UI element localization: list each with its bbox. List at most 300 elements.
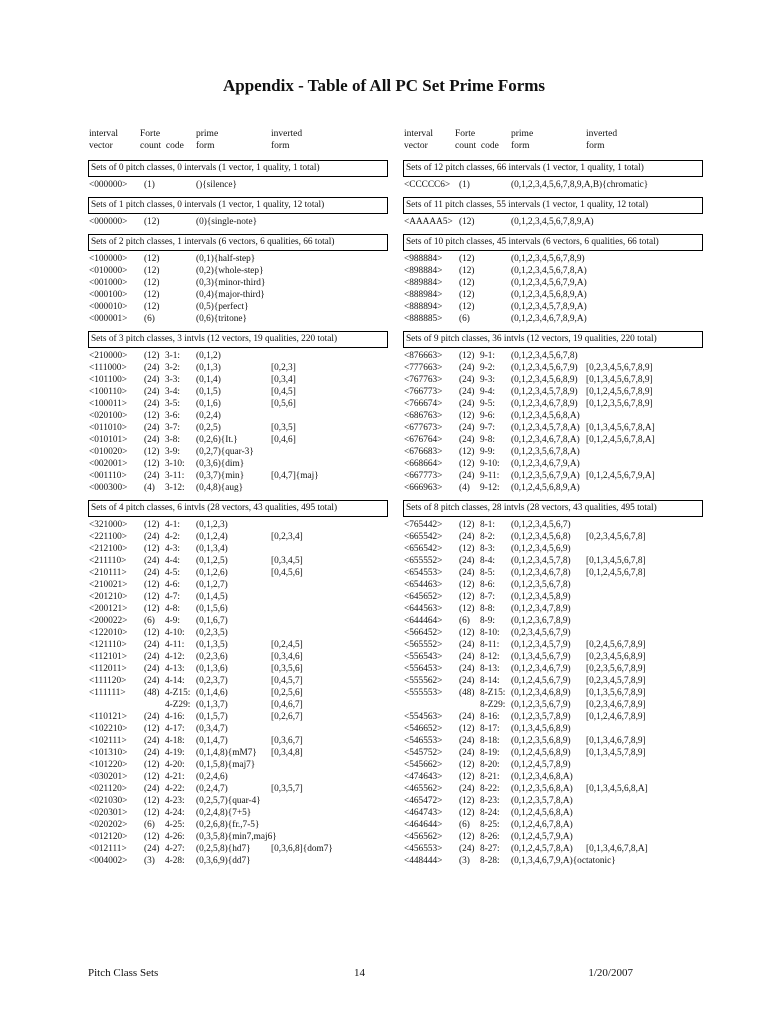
inverted-form: [0,3,5] [271, 423, 296, 433]
prime-form-heading: prime form [196, 129, 219, 151]
forte-code: 8-1: [480, 520, 495, 530]
count: (24) [459, 676, 475, 686]
count: (12) [144, 724, 160, 734]
prime-form: (0,5){perfect} [196, 302, 249, 312]
forte-code: 8-7: [480, 592, 495, 602]
prime-form: (0,1,4,6) [196, 688, 228, 698]
interval-vector: <474643> [404, 772, 443, 782]
table-row [403, 603, 703, 615]
count: (12) [459, 266, 475, 276]
interval-vector: <545662> [404, 760, 443, 770]
interval-vector: <212100> [89, 544, 128, 554]
forte-code: 4-19: [165, 748, 185, 758]
count: (12) [144, 580, 160, 590]
count: (12) [144, 796, 160, 806]
prime-form: (0,1,2,3,5,6,7,8,A) [511, 447, 580, 457]
count: (24) [144, 640, 160, 650]
set-section [403, 160, 703, 191]
section-header: Sets of 8 pitch classes, 28 intvls (28 vectors, 43 qualities, 495 total) [403, 500, 703, 517]
inverted-form: [0,2,3,4,6,7,8,9] [586, 700, 646, 710]
table-row [88, 265, 388, 277]
count: (12) [459, 447, 475, 457]
interval-vector: <012111> [89, 844, 127, 854]
set-section [403, 331, 703, 494]
forte-code: 8-20: [480, 760, 500, 770]
table-row [88, 735, 388, 747]
table-row [403, 639, 703, 651]
prime-form: (0,1,2) [196, 351, 221, 361]
prime-form: (0,4,8){aug} [196, 483, 244, 493]
prime-form: (0,1,3,7) [196, 700, 228, 710]
count: (12) [459, 808, 475, 818]
forte-code: 3-1: [165, 351, 180, 361]
count: (12) [144, 760, 160, 770]
table-row [88, 446, 388, 458]
forte-code: 3-6: [165, 411, 180, 421]
count: (24) [459, 712, 475, 722]
count: (4) [459, 483, 470, 493]
forte-code: 8-18: [480, 736, 500, 746]
section-header: Sets of 0 pitch classes, 0 intervals (1 vector, 1 quality, 1 total) [88, 160, 388, 177]
prime-form: (0,1,2,3,4,5,7,8) [511, 556, 571, 566]
forte-code: 4-5: [165, 568, 180, 578]
prime-form: (0,1,2,3,4,6,7,8) [511, 568, 571, 578]
prime-form: (0,1,3) [196, 363, 221, 373]
inverted-form: [0,4,7]{maj} [271, 471, 319, 481]
inverted-form: [0,2,3] [271, 363, 296, 373]
count: (24) [144, 532, 160, 542]
count: (24) [144, 387, 160, 397]
interval-vector: <456562> [404, 832, 443, 842]
forte-code: 4-22: [165, 784, 185, 794]
prime-form: (0,1,2,4,6,7,8,A) [511, 820, 573, 830]
count: (12) [459, 459, 475, 469]
prime-form: (0,1,2,3,4,5,7,8,A) [511, 423, 580, 433]
interval-vector: <020202> [89, 820, 128, 830]
table-row [88, 699, 388, 711]
table-row [88, 675, 388, 687]
inverted-form: [0,1,2,4,5,6,7,8,9] [586, 387, 653, 397]
prime-form: (0,2,4,8){7+5} [196, 808, 252, 818]
interval-vector: <AAAAA5> [404, 217, 453, 227]
table-row [403, 253, 703, 265]
interval-vector: <020100> [89, 411, 128, 421]
interval-vector: <656542> [404, 544, 443, 554]
table-row [403, 458, 703, 470]
inverted-form: [0,1,3,4,5,6,8,A] [586, 784, 648, 794]
count: (12) [144, 544, 160, 554]
forte-code: 4-6: [165, 580, 180, 590]
table-row [403, 735, 703, 747]
inverted-form: [0,1,2,3,5,6,7,8,9] [586, 399, 653, 409]
forte-code: 4-28: [165, 856, 185, 866]
interval-vector: <000300> [89, 483, 128, 493]
forte-code: 3-4: [165, 387, 180, 397]
interval-vector: <676683> [404, 447, 443, 457]
interval-vector-heading: interval vector [89, 129, 119, 151]
count: (12) [144, 459, 160, 469]
interval-vector: <777663> [404, 363, 443, 373]
prime-form: (0,1,2,3,5,6,8,9) [511, 736, 571, 746]
interval-vector: <766773> [404, 387, 443, 397]
forte-code: 8-12: [480, 652, 500, 662]
prime-form: (0,3,7){min} [196, 471, 245, 481]
interval-vector: <111000> [89, 363, 127, 373]
interval-vector: <464644> [404, 820, 443, 830]
forte-code: 4-9: [165, 616, 180, 626]
count: (6) [459, 616, 470, 626]
table-row [403, 627, 703, 639]
interval-vector: <655552> [404, 556, 443, 566]
table-row [88, 723, 388, 735]
forte-code: 4-23: [165, 796, 185, 806]
count: (24) [144, 844, 160, 854]
count: (12) [459, 724, 475, 734]
interval-vector: <888984> [404, 290, 443, 300]
forte-code: 4-7: [165, 592, 180, 602]
prime-form: (0,1,2,4,5,7,8,A) [511, 844, 573, 854]
count: (12) [144, 351, 160, 361]
count: (12) [144, 302, 160, 312]
table-row [88, 747, 388, 759]
forte-code: 3-3: [165, 375, 180, 385]
inverted-form: [0,4,5,7] [271, 676, 303, 686]
inverted-form-heading: inverted form [586, 129, 618, 151]
forte-code: 4-3: [165, 544, 180, 554]
inverted-form: [0,5,6] [271, 399, 296, 409]
inverted-form: [0,1,3,5,6,7,8,9] [586, 688, 646, 698]
inverted-form: [0,2,3,4,5,7,8,9] [586, 676, 646, 686]
footer-document-title: Pitch Class Sets [88, 967, 159, 979]
table-row [403, 482, 703, 494]
count: (12) [459, 772, 475, 782]
inverted-form: [0,2,5,6] [271, 688, 303, 698]
set-section [88, 160, 388, 191]
forte-code: 3-2: [165, 363, 180, 373]
inverted-form: [0,1,3,4,5,6,7,8,9] [586, 375, 653, 385]
table-row [403, 771, 703, 783]
prime-form: (0,2,3,5) [196, 628, 228, 638]
table-row [88, 543, 388, 555]
interval-vector: <565552> [404, 640, 443, 650]
forte-code: 8-11: [480, 640, 500, 650]
inverted-form: [0,4,5,6] [271, 568, 303, 578]
table-row [403, 374, 703, 386]
inverted-form: [0,3,4,6] [271, 652, 303, 662]
prime-form: (0,1,4) [196, 375, 221, 385]
table-row [403, 651, 703, 663]
inverted-form: [0,1,3,4,6,7,8,A] [586, 844, 648, 854]
count: (12) [459, 832, 475, 842]
table-row [88, 567, 388, 579]
prime-form: (0,3,4,7) [196, 724, 228, 734]
forte-code: 4-11: [165, 640, 185, 650]
table-row [403, 289, 703, 301]
count: (24) [459, 736, 475, 746]
prime-form: (0,1,4,8){mM7} [196, 748, 257, 758]
inverted-form: [0,2,4,5] [271, 640, 303, 650]
prime-form: (0,1,2,3,4,5,7,9) [511, 640, 571, 650]
prime-form: (0,1,2,3,4,5,8,9) [511, 592, 571, 602]
forte-code: 9-11: [480, 471, 500, 481]
interval-vector: <465562> [404, 784, 443, 794]
count: (24) [144, 736, 160, 746]
table-row [88, 301, 388, 313]
forte-code: 4-26: [165, 832, 185, 842]
prime-form: (0,1,2,7) [196, 580, 228, 590]
prime-form: (0,1,2,3,5,7,8,A) [511, 796, 573, 806]
prime-form: (0,2,6,8){fr.,7-5} [196, 820, 260, 830]
count: (12) [144, 628, 160, 638]
count: (24) [144, 375, 160, 385]
prime-form: (0,1,5,6) [196, 604, 228, 614]
table-row [403, 216, 703, 228]
count: (3) [144, 856, 155, 866]
set-section [88, 500, 388, 867]
count: (24) [459, 471, 475, 481]
interval-vector: <686763> [404, 411, 443, 421]
count: (12) [144, 217, 160, 227]
interval-vector: <121110> [89, 640, 127, 650]
prime-form: (0,1,2,3,4,5,7,8,9,A) [511, 302, 587, 312]
inverted-form: [0,1,3,4,5,6,7,8,A] [586, 423, 655, 433]
count: (24) [144, 556, 160, 566]
count: (24) [459, 435, 475, 445]
table-row [403, 663, 703, 675]
forte-code: 9-9: [480, 447, 495, 457]
interval-vector: <654553> [404, 568, 443, 578]
count: (12) [459, 278, 475, 288]
table-row [403, 301, 703, 313]
count: (12) [144, 520, 160, 530]
table-row [88, 350, 388, 362]
interval-vector: <888894> [404, 302, 443, 312]
inverted-form: [0,1,3,4,5,6,7,8] [586, 556, 646, 566]
prime-form: (0,1,5) [196, 387, 221, 397]
inverted-form: [0,4,5] [271, 387, 296, 397]
interval-vector: <321000> [89, 520, 128, 530]
set-section [88, 234, 388, 325]
count: (3) [459, 856, 470, 866]
table-row [403, 579, 703, 591]
count: (12) [144, 290, 160, 300]
forte-code: 8-Z15: [480, 688, 506, 698]
count: (24) [144, 676, 160, 686]
inverted-form: [0,3,6,7] [271, 736, 303, 746]
interval-vector: <221100> [89, 532, 128, 542]
count: (12) [459, 520, 475, 530]
table-row [403, 350, 703, 362]
forte-code: 4-Z15: [165, 688, 191, 698]
count: (24) [144, 568, 160, 578]
table-row [403, 855, 703, 867]
interval-vector: <030201> [89, 772, 128, 782]
prime-form: (0,2){whole-step} [196, 266, 264, 276]
table-row [88, 519, 388, 531]
interval-vector: <210000> [89, 351, 128, 361]
table-row [403, 265, 703, 277]
prime-form: (0,1,3,4) [196, 544, 228, 554]
count: (12) [459, 351, 475, 361]
count: (24) [459, 640, 475, 650]
prime-form: (0,1,2,3,4,5,6,7,8,9) [511, 254, 585, 264]
prime-form: (0,1,2,4,5,6,8,9,A) [511, 483, 580, 493]
prime-form: (0,1,2,4,5,7,8,9) [511, 760, 571, 770]
prime-form: (0,2,6){It.} [196, 435, 238, 445]
forte-code: 8-8: [480, 604, 495, 614]
prime-form: (0,1,2,3,4,5,6,8,9,A) [511, 290, 587, 300]
table-row [88, 807, 388, 819]
forte-code: 4-10: [165, 628, 185, 638]
forte-code: 4-1: [165, 520, 180, 530]
table-row [403, 711, 703, 723]
forte-code: 4-Z29: [165, 700, 191, 710]
prime-form: (0,1,2,3,5,6,7,9,A) [511, 471, 580, 481]
forte-code: 9-8: [480, 435, 495, 445]
table-row [88, 531, 388, 543]
table-row [403, 675, 703, 687]
interval-vector: <448444> [404, 856, 443, 866]
count: (12) [459, 760, 475, 770]
forte-code: 8-27: [480, 844, 500, 854]
table-row [403, 386, 703, 398]
count: (24) [459, 784, 475, 794]
count: (4) [144, 483, 155, 493]
interval-vector: <020301> [89, 808, 128, 818]
interval-vector: <566452> [404, 628, 443, 638]
count: (12) [144, 411, 160, 421]
table-row [88, 759, 388, 771]
interval-vector: <100110> [89, 387, 128, 397]
forte-code: 9-7: [480, 423, 495, 433]
table-row [403, 831, 703, 843]
forte-code: 3-11: [165, 471, 185, 481]
table-row [403, 531, 703, 543]
prime-form: (0,2,3,6) [196, 652, 228, 662]
count: (12) [144, 447, 160, 457]
interval-vector: <667773> [404, 471, 443, 481]
prime-form: (0,1,2,3,4,5,6,9) [511, 544, 571, 554]
forte-code: 3-10: [165, 459, 185, 469]
table-row [403, 819, 703, 831]
column-header [403, 128, 703, 154]
table-row [403, 687, 703, 699]
count: (24) [459, 532, 475, 542]
prime-form-heading: prime form [511, 129, 534, 151]
table-row [403, 591, 703, 603]
interval-vector: <876663> [404, 351, 443, 361]
prime-form: (0,1,2,3,4,5,6,7,8) [511, 351, 578, 361]
count: (24) [144, 363, 160, 373]
forte-code: 4-21: [165, 772, 185, 782]
count: (12) [144, 832, 160, 842]
interval-vector: <210021> [89, 580, 128, 590]
forte-count-code-heading: Forte count code [455, 129, 499, 151]
prime-form: (0,1,2,3,4,6,7,8,9) [511, 399, 578, 409]
interval-vector: <112011> [89, 664, 127, 674]
count: (24) [459, 387, 475, 397]
forte-code: 8-21: [480, 772, 500, 782]
prime-form: (0,1,2,4,5,6,7,9) [511, 676, 571, 686]
prime-form: (0,1,2,3,4,5,6,7,8,A) [511, 266, 587, 276]
table-row [88, 579, 388, 591]
table-row [88, 615, 388, 627]
prime-form: (0,1,5,8){maj7} [196, 760, 256, 770]
count: (1) [144, 180, 155, 190]
count: (6) [459, 820, 470, 830]
count: (6) [459, 314, 470, 324]
count: (12) [459, 217, 475, 227]
count: (24) [144, 399, 160, 409]
count: (48) [144, 688, 160, 698]
table-row [88, 603, 388, 615]
interval-vector: <888885> [404, 314, 443, 324]
table-row [88, 555, 388, 567]
page-title: Appendix - Table of All PC Set Prime Forms [222, 76, 546, 95]
count: (12) [459, 411, 475, 421]
prime-form: (0){single-note} [196, 217, 258, 227]
prime-form: (0,1,2,3,5,6,8,A) [511, 784, 573, 794]
prime-form: (0,1,2,3,4,6,7,9,A) [511, 459, 580, 469]
count: (6) [144, 314, 155, 324]
forte-code: 4-8: [165, 604, 180, 614]
interval-vector: <122010> [89, 628, 128, 638]
prime-form: (0,1,2,4) [196, 532, 228, 542]
interval-vector: <111111> [89, 688, 126, 698]
forte-code: 4-17: [165, 724, 185, 734]
left-column [88, 128, 388, 867]
interval-vector: <102210> [89, 724, 128, 734]
prime-form: (0,1,5,7) [196, 712, 228, 722]
count: (12) [144, 808, 160, 818]
forte-code: 9-6: [480, 411, 495, 421]
inverted-form: [0,3,5,7] [271, 784, 303, 794]
table-row [88, 687, 388, 699]
interval-vector: <111120> [89, 676, 127, 686]
forte-code: 4-24: [165, 808, 185, 818]
interval-vector: <000100> [89, 290, 128, 300]
table-row [403, 783, 703, 795]
inverted-form: [0,3,4,5] [271, 556, 303, 566]
count: (12) [459, 302, 475, 312]
count: (24) [144, 435, 160, 445]
interval-vector: <021120> [89, 784, 128, 794]
inverted-form: [0,2,3,4] [271, 532, 303, 542]
count: (48) [459, 688, 475, 698]
interval-vector: <555562> [404, 676, 443, 686]
interval-vector: <002001> [89, 459, 128, 469]
forte-code: 4-20: [165, 760, 185, 770]
interval-vector: <000001> [89, 314, 128, 324]
count: (24) [144, 748, 160, 758]
prime-form: (0,6){tritone} [196, 314, 248, 324]
forte-code: 9-10: [480, 459, 500, 469]
count: (24) [144, 664, 160, 674]
table-row [88, 216, 388, 228]
forte-code: 8-28: [480, 856, 500, 866]
table-row [403, 398, 703, 410]
prime-form: (0,1,4,5) [196, 592, 228, 602]
count: (12) [459, 290, 475, 300]
set-section [88, 331, 388, 494]
interval-vector: <100000> [89, 254, 128, 264]
count: (24) [459, 399, 475, 409]
prime-form: (0,1,2,3,4,5,6,7,9) [511, 363, 578, 373]
table-row [88, 843, 388, 855]
forte-code: 9-1: [480, 351, 495, 361]
inverted-form: [0,3,6,8]{dom7} [271, 844, 333, 854]
interval-vector: <456553> [404, 844, 443, 854]
